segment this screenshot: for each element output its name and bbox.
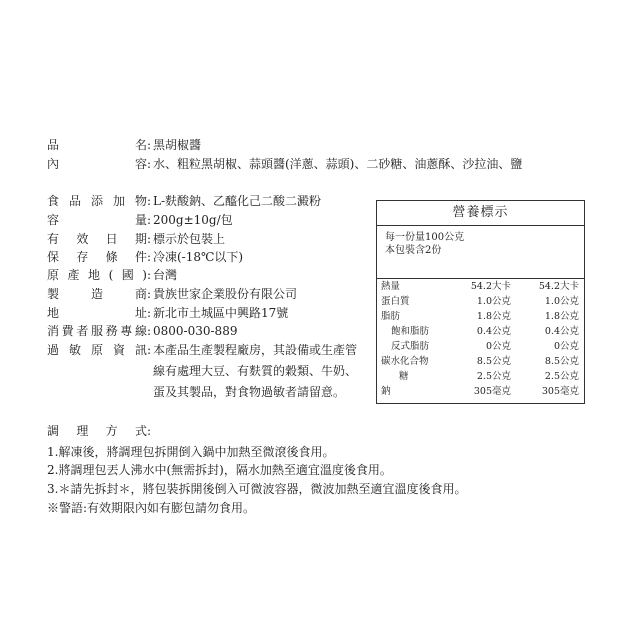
method-step: 3.＊請先拆封＊，將包裝拆開後倒入可微波容器，微波加熱至適宜溫度後食用。 — [47, 482, 467, 496]
info-value: 200g±10g/包 — [153, 213, 233, 227]
info-label: 消費者服務專線 — [47, 324, 147, 338]
info-label: 地址 — [47, 306, 147, 320]
nutrition-row — [377, 369, 584, 384]
per-serving-value: 305毫克 — [473, 386, 511, 397]
info-value: 水、粗粒黑胡椒、蒜頭醬(洋蔥、蒜頭)、二砂糖、油蔥酥、沙拉油、鹽 — [153, 157, 523, 171]
info-row-hotline: 消費者服務專線: 0800-030-889 — [47, 324, 238, 338]
info-row-capacity: 容量: 200g±10g/包 — [47, 213, 233, 227]
per-pack-value: 0公克 — [553, 341, 579, 352]
info-value: 新北市土城區中興路17號 — [153, 306, 289, 320]
info-row-allergen: 過敏原資訊: 本產品生產製程廠房，其設備或生產管線有處理大豆、有麩質的穀類、牛奶、蛋及其製品，對食物過敏者請留意。 — [47, 343, 365, 403]
nutrient-name: 熱量 — [381, 281, 401, 292]
info-value: 黑胡椒醬 — [153, 138, 202, 152]
info-row-address: 地址: 新北市土城區中興路17號 — [47, 306, 289, 320]
info-row-additives: 食品添加物: L-麩酸鈉、乙醯化己二酸二澱粉 — [47, 194, 513, 209]
serving-info — [377, 226, 584, 257]
per-pack-value: 2.5公克 — [544, 371, 579, 382]
per-serving-value: 1.8公克 — [476, 311, 511, 322]
per-serving-value: 8.5公克 — [476, 356, 511, 367]
per-serving-value: 1.0公克 — [476, 296, 511, 307]
nutrition-row — [377, 324, 584, 339]
info-label: 有效日期 — [47, 232, 147, 246]
per-pack-value: 1.0公克 — [544, 296, 579, 307]
info-row-storage: 保存條件: 冷凍(-18℃以下) — [47, 250, 244, 264]
nutrition-row — [377, 279, 584, 294]
nutrition-row — [377, 309, 584, 324]
nutrition-row — [377, 294, 584, 309]
per-pack-value: 1.8公克 — [544, 311, 579, 322]
nutrient-name: 飽和脂肪 — [391, 326, 430, 337]
method-step: 2.將調理包丟人沸水中(無需拆封)，隔水加熱至適宜溫度後食用。 — [47, 463, 392, 477]
nutrient-name: 反式脂肪 — [391, 341, 430, 352]
info-label: 保存條件 — [47, 250, 147, 264]
servings-per-pack: 本包裝含2份 — [385, 245, 442, 256]
nutrition-row — [377, 339, 584, 354]
info-label: 品名 — [47, 138, 147, 152]
nutrition-table — [377, 278, 584, 399]
info-row-expiry: 有效日期: 標示於包裝上 — [47, 232, 226, 246]
nutrient-name: 蛋白質 — [381, 296, 410, 307]
nutrition-row — [377, 354, 584, 369]
info-label: 製造商 — [47, 287, 147, 301]
info-label: 容量 — [47, 213, 147, 227]
nutrient-name: 脂肪 — [381, 311, 401, 322]
info-value: 本產品生產製程廠房，其設備或生產管線有處理大豆、有麩質的穀類、牛奶、蛋及其製品，對食物過敏者請留意。 — [153, 343, 358, 399]
info-value: 台灣 — [153, 268, 178, 282]
info-value: 標示於包裝上 — [153, 232, 226, 246]
nutrition-panel — [376, 200, 585, 404]
info-row-manufacturer: 製造商: 貴族世家企業股份有限公司 — [47, 287, 298, 301]
per-serving-value: 0公克 — [485, 341, 511, 352]
serving-size: 每一份量100公克 — [385, 232, 465, 243]
info-row-ingredients: 內容: 水、粗粒黑胡椒、蒜頭醬(洋蔥、蒜頭)、二砂糖、油蔥酥、沙拉油、鹽 — [47, 157, 525, 174]
nutrition-row — [377, 384, 584, 399]
info-label: 過敏原資訊 — [47, 343, 147, 357]
method-step: 1.解凍後，將調理包拆開倒入鍋中加熱至微滾後食用。 — [47, 445, 335, 459]
info-label: 內容 — [47, 157, 147, 171]
info-value: 貴族世家企業股份有限公司 — [153, 287, 298, 301]
per-pack-value: 305毫克 — [541, 386, 579, 397]
per-pack-value: 0.4公克 — [544, 326, 579, 337]
per-serving-value: 54.2大卡 — [470, 281, 511, 292]
info-value: 冷凍(-18℃以下) — [153, 250, 244, 264]
nutrient-name: 碳水化合物 — [381, 356, 429, 367]
info-row-origin: 原產地(國): 台灣 — [47, 268, 178, 282]
method-title-row: 調理方式: — [47, 424, 152, 438]
info-row-name: 品名: 黑胡椒醬 — [47, 138, 513, 153]
per-serving-value: 0.4公克 — [476, 326, 511, 337]
info-label: 食品添加物 — [47, 194, 147, 208]
info-value: 0800-030-889 — [153, 324, 238, 338]
nutrition-title: 營養標示 — [377, 201, 584, 226]
per-pack-value: 8.5公克 — [544, 356, 579, 367]
nutrient-name: 鈉 — [381, 386, 391, 397]
info-value: L-麩酸鈉、乙醯化己二酸二澱粉 — [153, 194, 322, 208]
method-title: 調理方式 — [47, 424, 147, 438]
per-serving-value: 2.5公克 — [476, 371, 511, 382]
warning-text: ※警語:有效期限內如有膨包請勿食用。 — [47, 501, 256, 515]
info-label: 原產地(國) — [47, 268, 147, 282]
per-pack-value: 54.2大卡 — [538, 281, 579, 292]
nutrient-name: 糖 — [399, 371, 409, 382]
